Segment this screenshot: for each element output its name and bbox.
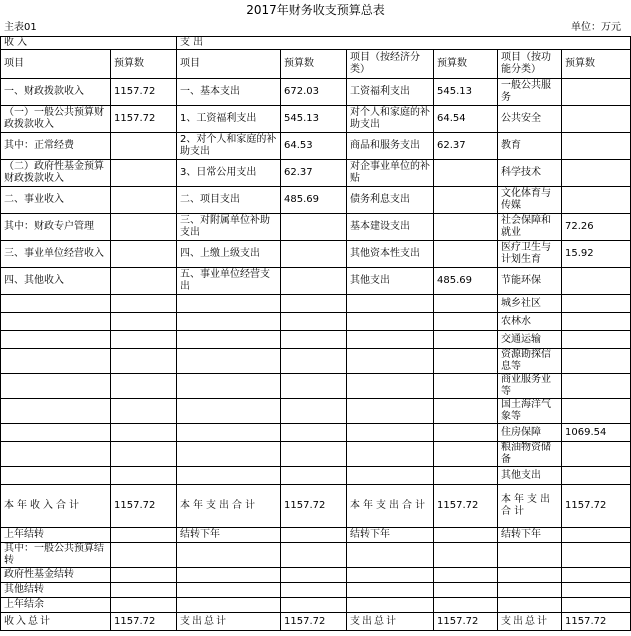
- table-row: [1, 331, 631, 349]
- table-cell: 1157.72: [111, 613, 177, 631]
- table-cell: 医疗卫生与计划生育: [498, 241, 562, 268]
- table-cell: [347, 543, 434, 568]
- table-cell: [498, 568, 562, 583]
- table-cell: 文化体育与传媒: [498, 187, 562, 214]
- table-cell: [347, 399, 434, 424]
- table-cell: [347, 313, 434, 331]
- table-cell: 收入总计: [1, 613, 111, 631]
- budget-table: [0, 36, 631, 631]
- table-cell: [177, 467, 281, 485]
- table-cell: 商业服务业等: [498, 374, 562, 399]
- table-cell: [281, 583, 347, 598]
- col-header: 项目（按功能分类）: [498, 50, 562, 79]
- table-cell: [434, 313, 498, 331]
- table-cell: 672.03: [281, 79, 347, 106]
- table-cell: 1069.54: [562, 424, 631, 442]
- table-cell: [111, 598, 177, 613]
- table-cell: [111, 349, 177, 374]
- table-row: [1, 424, 631, 442]
- table-cell: 485.69: [434, 268, 498, 295]
- table-cell: 72.26: [562, 214, 631, 241]
- table-cell: 1157.72: [111, 485, 177, 528]
- table-cell: 结转下年: [177, 528, 281, 543]
- table-cell: [434, 295, 498, 313]
- table-row: [1, 349, 631, 374]
- table-cell: [562, 528, 631, 543]
- table-cell: 国土海洋气象等: [498, 399, 562, 424]
- table-cell: [434, 424, 498, 442]
- table-cell: [347, 349, 434, 374]
- col-header: 预算数: [434, 50, 498, 79]
- table-cell: [434, 399, 498, 424]
- table-cell: 本年支出合计: [177, 485, 281, 528]
- carry-row: [1, 598, 631, 613]
- table-cell: [562, 106, 631, 133]
- table-cell: [562, 187, 631, 214]
- table-cell: 粮油物资储备: [498, 442, 562, 467]
- table-cell: 545.13: [281, 106, 347, 133]
- table-cell: [111, 583, 177, 598]
- table-cell: 三、事业单位经营收入: [1, 241, 111, 268]
- table-cell: [177, 374, 281, 399]
- table-cell: [177, 442, 281, 467]
- table-cell: [111, 295, 177, 313]
- table-cell: 债务利息支出: [347, 187, 434, 214]
- table-cell: [434, 214, 498, 241]
- table-cell: [111, 442, 177, 467]
- table-cell: [562, 349, 631, 374]
- col-header: 预算数: [562, 50, 631, 79]
- table-cell: 64.54: [434, 106, 498, 133]
- table-row: [1, 467, 631, 485]
- table-row: [1, 187, 631, 214]
- table-cell: [434, 568, 498, 583]
- table-cell: [434, 331, 498, 349]
- table-cell: 四、其他收入: [1, 268, 111, 295]
- table-cell: [434, 598, 498, 613]
- table-cell: [177, 349, 281, 374]
- table-id: 主表01: [4, 22, 37, 33]
- table-cell: [111, 313, 177, 331]
- table-cell: [434, 160, 498, 187]
- table-cell: [434, 187, 498, 214]
- table-cell: [434, 374, 498, 399]
- table-cell: [562, 79, 631, 106]
- table-cell: [177, 295, 281, 313]
- section-expense: 支 出: [177, 37, 631, 50]
- table-cell: [347, 424, 434, 442]
- table-cell: [434, 442, 498, 467]
- table-cell: [498, 543, 562, 568]
- table-cell: [498, 598, 562, 613]
- table-cell: 工资福利支出: [347, 79, 434, 106]
- table-cell: [281, 331, 347, 349]
- carry-row: [1, 583, 631, 598]
- table-row: [1, 295, 631, 313]
- table-cell: 商品和服务支出: [347, 133, 434, 160]
- col-header: 项目（按经济分类）: [347, 50, 434, 79]
- table-cell: [562, 313, 631, 331]
- table-cell: 64.53: [281, 133, 347, 160]
- table-cell: [347, 374, 434, 399]
- table-cell: 其他资本性支出: [347, 241, 434, 268]
- col-header: 项目: [1, 50, 111, 79]
- table-cell: [1, 313, 111, 331]
- table-row: [1, 106, 631, 133]
- table-cell: 1157.72: [281, 485, 347, 528]
- table-cell: 社会保障和就业: [498, 214, 562, 241]
- table-cell: [434, 349, 498, 374]
- table-cell: 结转下年: [498, 528, 562, 543]
- table-cell: [111, 543, 177, 568]
- table-cell: 四、上缴上级支出: [177, 241, 281, 268]
- table-cell: 1157.72: [281, 613, 347, 631]
- table-cell: [177, 313, 281, 331]
- table-cell: [281, 241, 347, 268]
- table-cell: [1, 295, 111, 313]
- table-cell: [562, 295, 631, 313]
- annual-totals-row: [1, 485, 631, 528]
- table-cell: 485.69: [281, 187, 347, 214]
- table-cell: [1, 374, 111, 399]
- header-row: [1, 50, 631, 79]
- table-cell: [562, 543, 631, 568]
- col-header: 项目: [177, 50, 281, 79]
- table-cell: [562, 467, 631, 485]
- table-cell: 3、日常公用支出: [177, 160, 281, 187]
- table-cell: 62.37: [434, 133, 498, 160]
- table-cell: [434, 583, 498, 598]
- table-cell: [281, 467, 347, 485]
- table-cell: 二、事业收入: [1, 187, 111, 214]
- carry-row: [1, 543, 631, 568]
- table-cell: [1, 349, 111, 374]
- table-cell: [177, 331, 281, 349]
- table-cell: [111, 374, 177, 399]
- table-cell: [281, 543, 347, 568]
- table-cell: [111, 331, 177, 349]
- section-income: 收 入: [1, 37, 177, 50]
- table-cell: 其他结转: [1, 583, 111, 598]
- table-row: [1, 268, 631, 295]
- table-cell: 545.13: [434, 79, 498, 106]
- table-cell: 1157.72: [562, 485, 631, 528]
- table-cell: [281, 349, 347, 374]
- table-cell: 2、对个人和家庭的补助支出: [177, 133, 281, 160]
- table-cell: 一、财政拨款收入: [1, 79, 111, 106]
- table-cell: 三、对附属单位补助支出: [177, 214, 281, 241]
- table-cell: [281, 442, 347, 467]
- carry-row: [1, 568, 631, 583]
- table-cell: 对个人和家庭的补助支出: [347, 106, 434, 133]
- table-row: [1, 241, 631, 268]
- table-cell: [281, 374, 347, 399]
- table-cell: 公共安全: [498, 106, 562, 133]
- table-cell: 其中：正常经费: [1, 133, 111, 160]
- table-cell: 其他支出: [498, 467, 562, 485]
- table-cell: [562, 268, 631, 295]
- table-cell: 一般公共服务: [498, 79, 562, 106]
- table-row: [1, 133, 631, 160]
- table-cell: 其他支出: [347, 268, 434, 295]
- table-cell: [177, 598, 281, 613]
- table-cell: （一）一般公共预算财政拨款收入: [1, 106, 111, 133]
- table-cell: 住房保障: [498, 424, 562, 442]
- table-cell: [177, 568, 281, 583]
- table-cell: [281, 268, 347, 295]
- table-cell: 城乡社区: [498, 295, 562, 313]
- table-cell: 15.92: [562, 241, 631, 268]
- table-cell: [562, 160, 631, 187]
- table-cell: 1157.72: [434, 613, 498, 631]
- table-cell: [177, 543, 281, 568]
- table-cell: 本年支出合计: [498, 485, 562, 528]
- table-cell: [281, 214, 347, 241]
- table-cell: [562, 568, 631, 583]
- table-row: [1, 214, 631, 241]
- table-cell: [562, 399, 631, 424]
- table-cell: [562, 583, 631, 598]
- table-cell: 1157.72: [434, 485, 498, 528]
- grand-totals-row: [1, 613, 631, 631]
- table-cell: [281, 313, 347, 331]
- table-cell: [111, 187, 177, 214]
- table-row: [1, 374, 631, 399]
- table-cell: 支出总计: [177, 613, 281, 631]
- table-cell: 结转下年: [347, 528, 434, 543]
- col-header: 预算数: [111, 50, 177, 79]
- table-row: [1, 313, 631, 331]
- table-cell: [1, 424, 111, 442]
- unit-label: 单位：万元: [571, 22, 621, 33]
- table-cell: 1、工资福利支出: [177, 106, 281, 133]
- table-cell: 其中：财政专户管理: [1, 214, 111, 241]
- table-cell: 交通运输: [498, 331, 562, 349]
- table-cell: 1157.72: [562, 613, 631, 631]
- table-cell: 基本建设支出: [347, 214, 434, 241]
- table-cell: [281, 598, 347, 613]
- table-cell: 本年支出合计: [347, 485, 434, 528]
- table-cell: 支出总计: [498, 613, 562, 631]
- table-cell: [281, 528, 347, 543]
- table-cell: [111, 160, 177, 187]
- table-cell: [111, 133, 177, 160]
- table-row: [1, 160, 631, 187]
- table-cell: [562, 598, 631, 613]
- carry-row: [1, 528, 631, 543]
- table-cell: 二、项目支出: [177, 187, 281, 214]
- table-cell: 1157.72: [111, 106, 177, 133]
- table-cell: 一、基本支出: [177, 79, 281, 106]
- table-cell: [562, 442, 631, 467]
- table-cell: [434, 467, 498, 485]
- table-cell: [111, 528, 177, 543]
- section-row: [1, 37, 631, 50]
- sheet-title: 2017年财务收支预算总表: [246, 3, 385, 17]
- table-cell: [1, 399, 111, 424]
- table-cell: [434, 543, 498, 568]
- table-cell: [177, 424, 281, 442]
- table-cell: [111, 424, 177, 442]
- table-cell: 其中：一般公共预算结转: [1, 543, 111, 568]
- table-cell: [347, 568, 434, 583]
- table-cell: [434, 528, 498, 543]
- table-row: [1, 399, 631, 424]
- table-cell: [177, 583, 281, 598]
- table-cell: [281, 295, 347, 313]
- table-cell: [347, 442, 434, 467]
- table-cell: [347, 295, 434, 313]
- table-cell: 上年结余: [1, 598, 111, 613]
- table-cell: [562, 374, 631, 399]
- table-cell: [111, 268, 177, 295]
- table-cell: 62.37: [281, 160, 347, 187]
- table-cell: 对企事业单位的补贴: [347, 160, 434, 187]
- table-cell: [434, 241, 498, 268]
- table-cell: [562, 133, 631, 160]
- table-cell: [177, 399, 281, 424]
- table-cell: [498, 583, 562, 598]
- table-cell: 支出总计: [347, 613, 434, 631]
- table-cell: [111, 568, 177, 583]
- table-cell: [562, 331, 631, 349]
- table-cell: [281, 568, 347, 583]
- table-cell: 节能环保: [498, 268, 562, 295]
- table-cell: 本年收入合计: [1, 485, 111, 528]
- table-cell: [347, 583, 434, 598]
- table-row: [1, 79, 631, 106]
- table-cell: [1, 467, 111, 485]
- table-cell: [347, 467, 434, 485]
- table-cell: 教育: [498, 133, 562, 160]
- table-cell: [281, 399, 347, 424]
- table-cell: [1, 442, 111, 467]
- table-cell: [347, 331, 434, 349]
- table-cell: 科学技术: [498, 160, 562, 187]
- table-cell: [111, 214, 177, 241]
- table-cell: [347, 598, 434, 613]
- table-cell: 1157.72: [111, 79, 177, 106]
- table-cell: [111, 399, 177, 424]
- table-cell: 农林水: [498, 313, 562, 331]
- table-cell: [111, 241, 177, 268]
- table-cell: 政府性基金结转: [1, 568, 111, 583]
- table-cell: [111, 467, 177, 485]
- table-cell: [1, 331, 111, 349]
- table-cell: 资源勘探信息等: [498, 349, 562, 374]
- table-cell: 五、事业单位经营支出: [177, 268, 281, 295]
- col-header: 预算数: [281, 50, 347, 79]
- table-row: [1, 442, 631, 467]
- table-cell: 上年结转: [1, 528, 111, 543]
- table-cell: （二）政府性基金预算财政拨款收入: [1, 160, 111, 187]
- table-cell: [281, 424, 347, 442]
